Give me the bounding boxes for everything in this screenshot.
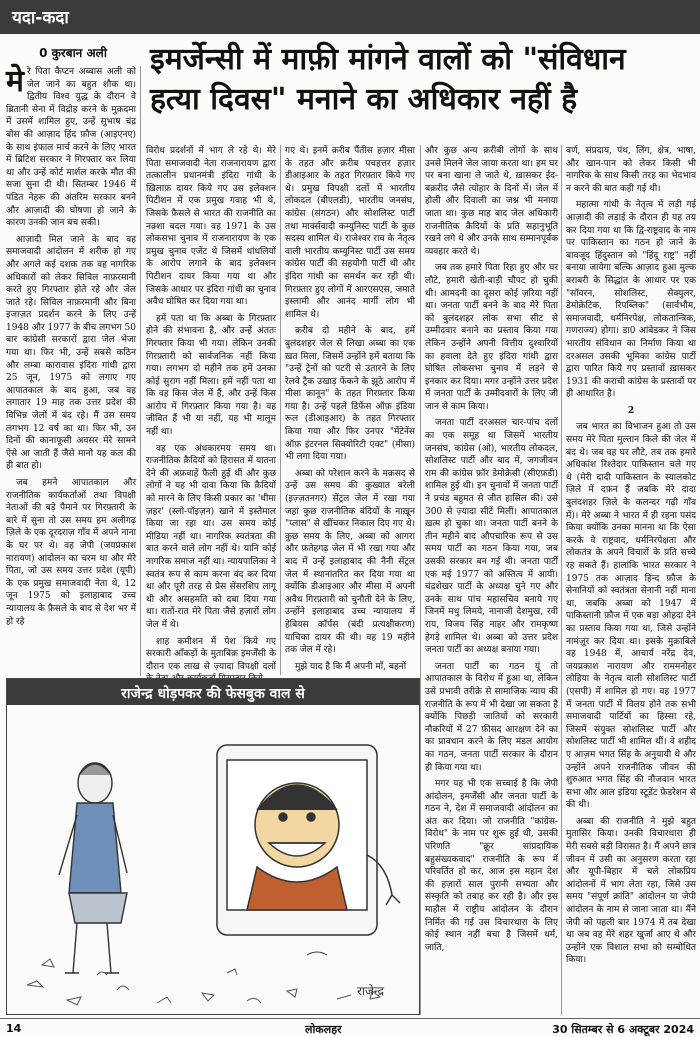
paragraph: और कुछ अन्य क़रीबी लोगों के साथ उनसे मिलने जेल जाया करता था। हम घर पर बना खाना ले जाते थे, ख़ासकर ईद-बक़रीद जैसे त्योहार के दिनों में। जेल में होली और दिवाली का जश्न भी मनाया जाता था। कुछ माह बाद जेल अधिकारी राजनीतिक क़ैदियों के प्रति सहानुभूति रखने लगे थे और उनके साथ सम्मानपूर्वक व्यवहार करते थे। (425, 146, 558, 257)
paragraph: अब्बा की राजनीति ने मुझे बहुत मुतासिर किया। उनकी विचारधारा ही मेरी सबसे बड़ी विरासत है। मैं अपने छात्र जीवन में उसी का अनुसरण करता रहा और यूपी-बिहार में चले लोकप्रिय आंदोलनों में भाग लेता रहा, जिसे उस समय "संपूर्ण क्रांति" आंदोलन या जेपी आंदोलन के नाम से जाना जाता था। मैंने जेपी को पहली बार 1974 में तब देखा था जब वह मेरे शहर खुर्जा आए थे और उन्होंने एक विशाल सभा को सम्बोधित किया। (566, 816, 696, 966)
paragraph: वर्ण, संप्रदाय, पंथ, लिंग, क्षेत्र, भाषा, और खान-पान को लेकर किसी भी नागरिक के साथ किसी तरह का भेदभाव न करने की बात कही गई थी। (566, 146, 696, 194)
paragraph: अब्बा को परेशान करने के मक़सद से उन्हें उस समय की कुख्यात बरेली (इज़्ज़तनगर) सेंट्रल जेल में रखा गया जहां कुछ राजनीतिक बंदियों के नाख़ून "प्लास" से खींचकर निकाल दिए गए थे। कुछ समय के लिए, अब्बा को आगरा और फ़तेहगढ़ जेल में भी रखा गया और बाद में उन्हें इलाहाबाद की नैनी सेंट्रल जेल में स्थानांतरित कर दिया गया था क्योंकि डीआइआर और मीसा में अपनी अवैध गिरफ़्तारी को चुनौती देने के लिए, उन्होंने इलाहाबाद उच्च न्यायालय में हेबियस कॉर्पस (बंदी प्रत्यक्षीकरण) याचिका दायर की थी। वह 19 महीने तक जेल में रहे। (285, 468, 415, 656)
headline-line-2: हत्या दिवस" मनाने का अधिकार नहीं है (150, 82, 578, 117)
paragraph: जनता पार्टी का गठन यूं तो आपातकाल के विरोध में हुआ था, लेकिन उसे प्रभावी तरीक़े से सामाजिक न्याय की राजनीति के रूप में भी देखा जा सकता है क्योंकि पिछड़ी जातियों को सरकारी नौकरियों में 27 फ़ीसद आरक्षण देने का का प्रावधान करने के लिए मंडल आयोग का गठन, जनता पार्टी सरकार के दौरान ही किया गया था। (425, 661, 558, 773)
section-masthead (0, 0, 700, 34)
paragraph: वह एक अंधकारमय समय था। राजनीतिक क़ैदियों को हिरासत में यातना देने की अफ़वाहें फैली हुई थीं और कुछ लोगों ने यह भी दावा किया कि क़ैदियों को मारने के लिए किसी प्रकार का 'धीमा ज़हर' (स्लो-पॉइज़न) खाने में इस्तेमाल किया जा रहा था। उस समय कोई मीडिया नहीं था। नागरिक स्वतंत्रता की बात करने वाले लोग नहीं थे। यानि कोई नागरिक समाज नहीं था। न्यायपालिका ने स्वतंत्र रूप से काम करना बंद कर दिया था और पूरी तरह से प्रेस सेंसरशिप लागू थी और असहमति को दबा दिया गया था। रातों-रात मेरे पिता जैसे हज़ारों लोग जेल में थे। (146, 443, 276, 630)
article-column-2 (146, 145, 276, 675)
article-column-1 (6, 66, 136, 676)
column-rule (140, 66, 141, 676)
page-number: 14 (6, 1022, 22, 1035)
paragraph: विरोध प्रदर्शनों में भाग ले रहे थे। मेरे पिता समाजवादी नेता राजनारायण द्वारा तत्कालीन प्रधानमंत्री इंदिरा गांधी के ख़िलाफ़ दायर किये गए उस इलेक्शन पिटीशन में एक प्रमुख गवाह भी थे, जिसके फ़ैसले से भारत की राजनीति का नक़्शा बदल गया। वह 1971 के उस लोकसभा चुनाव में राजनारायण के एक प्रमुख चुनाव एजेंट थे जिसमें धांधलियों के आरोप लगाने के बाद इलेक्शन पिटीशन दायर किया गया था और जिसके आधार पर इंदिरा गांधी का चुनाव अवैध घोषित कर दिया गया था। (146, 146, 276, 308)
paragraph: महात्मा गांधी के नेतृत्व में लड़ी गई आज़ादी की लड़ाई के दौरान ही यह तय कर दिया गया था कि द्वि-राष्ट्रवाद के नाम पर पाकिस्तान का गठन हो जाने के बावजूद हिंदुस्तान को "हिंदू राष्ट्र" नहीं बनाया जायेगा बल्कि आज़ाद हुआ मुल्क बराबरी के सिद्धांत के आधार पर एक "सॉवरन, सोशलिस्ट, सेक्युलर, डेमोक्रेटिक, रिपब्लिक" (सार्वभौम, समाजवादी, धर्मनिरपेक्ष, लोकतान्त्रिक, गणराज्य) होगा। डा0 आंबेडकर ने जिस भारतीय संविधान का निर्माण किया था दरअसल उसकी भूमिका कांग्रेस पार्टी द्वारा पारित किये गए प्रस्तावों ख़ासकर 1931 की कराची कांग्रेस के प्रस्तावों पर ही आधारित है। (566, 200, 696, 400)
cartoon-box (6, 678, 420, 1015)
cartoon-signature: राजेन्द्र (357, 984, 385, 998)
paragraph: जनता पार्टी दरअसल चार-पांच दलों का एक समूह था जिसमें भारतीय जनसंघ, कांग्रेस (ओ), भारतीय लोकदल, सोशलिस्ट पार्टी और बाद में, जगजीवन राम की कांग्रेस फ़ॉर डेमोक्रेसी (सीएफ़डी) शामिल हुई थी। इन चुनावों में जनता पार्टी ने प्रचंड बहुमत से जीत हासिल की। उसे 300 से ज़्यादा सीटें मिलीं। आपातकाल ख़त्म हो चुका था। जनता पार्टी बनने के तीन महीने बाद औपचारिक रूप से उस समय पार्टी का गठन किया गया, जब उसकी सरकार बन गई थी। जनता पार्टी एक मई 1977 को अस्तित्व में आयी। चंद्रशेखर पार्टी के अध्यक्ष चुने गए और उनके साथ पांच महासचिव बनाये गए जिनमें मधु लिमये, नानाजी देशमुख, रवी राय, विजय सिंह नाहर और रामकृष्ण हेगड़े शामिल थे। अब्बा को उत्तर प्रदेश जनता पार्टी का अध्यक्ष बनाया गया। (425, 418, 558, 656)
phone-screen (217, 745, 400, 935)
paragraph: जब हमने आपातकाल और राजनीतिक कार्यकर्ताओं तथा विपक्षी नेताओं की बड़े पैमाने पर गिरफ़्तारी के बारे में सुना तो उस समय हम अलीगढ़ ज़िले के एक दूरदराज़ गाँव में अपने नाना के घर पर थे। वह जेपी (जयप्रकाश नारायण) आंदोलन का चरम था और मेरे पिता, जो उस समय उत्तर प्रदेश (यूपी) के एक प्रमुख समाजवादी नेता थे, 12 जून 1975 को इलाहाबाद उच्च न्यायालय के फ़ैसले के बाद से देश भर में हो रहे (6, 478, 136, 627)
paragraph: आज़ादी मिल जाने के बाद वह समाजवादी आंदोलन में शरीक हो गए और अगले कई दशक तक वह नागरिक अधिकारों को लेकर सिविल नाफ़रमानी करते हुए गिरफ्तार होते रहे और जेल जाते रहे। सिविल नाफ़रमानी और बिना इजाज़त प्रदर्शन करने के लिए उन्हें 1948 और 1977 के बीच लगभग 50 बार कांग्रेसी सरकारों द्वारा जेल भेजा गया था। फिर भी, उन्हें सबसे कठिन और लम्बा कारावास इंदिरा गांधी द्वारा 25 जून, 1975 को लगाए गए आपातकाल के बाद हुआ, जब वह लगातार 19 माह तक उत्तर प्रदेश की विभिन्न जेलों में बंद रहे। मैं उस समय लगभग 12 वर्ष का था। फिर भी, उन दिनों की कानाफूसी अवसर मेरे सामने ऐसे आ जाती हैं जैसे मानो यह कल की ही बात हो। (6, 234, 136, 472)
column-rule (420, 145, 421, 1015)
paragraph: हमें पता था कि अब्बा के गिरफ़्तार होने की संभावना है, और उन्हें अंततः गिरफ्तार किया भी गया। लेकिन उनकी गिरफ़्तारी को सार्वजनिक नहीं किया गया। लगभग दो महीने तक हमें उनका कोई सुराग नहीं मिला। हमें नहीं पता था कि वह किस जेल में हैं, और उन्हें किस आरोप में गिरफ़्तार किया गया है। वह जीवित हैं भी या नहीं, यह भी मालूम नहीं था। (146, 313, 276, 438)
paragraph: मगर यह भी एक सच्चाई है कि जेपी आंदोलन, इमर्जेंसी और जनता पार्टी के गठन ने, देश में समाजवादी आंदोलन का अंत कर दिया। जो राजनीति "कांग्रेस-विरोध" के नाम पर शुरू हुई थी, उसकी परिणति "क्रूर सांप्रदायिक बहुसंख्यकवाद" राजनीति के रूप में परिवर्तित हो कर, आज इस महान देश की हज़ारों साल पुरानी सभ्यता और संस्कृति को तबाह कर रही है। और इस माहौल में राष्ट्रीय आंदोलन के दौरान निर्मित की गई उस विचारधारा के लिए कोई स्थान नहीं बचा है जिसमें धर्म, जाति, (425, 779, 558, 953)
section-number: 2 (627, 405, 635, 416)
page-footer (0, 1018, 700, 1037)
byline: 0 कुरबान अली (39, 46, 107, 60)
issue-dates: 30 सितम्बर से 6 अक्टूबर 2024 (552, 1023, 694, 1036)
paragraph: जब भारत का विभाजन हुआ तो उस समय मेरे पिता मुल्तान किले की जेल में बंद थे। जब वह घर लौटे, तब तक हमारे अधिकांश रिश्तेदार पाकिस्तान चले गए थे (मेरी दादी पाकिस्तान के स्यालकोट ज़िले में दफ़न हैं जबकि मेरे दादा बुलंदशहर ज़िले के कलन्दर गढ़ी गाँव में)। मेरे अब्बा ने भारत में ही रहना पसंद किया क्योंकि उनका मानना था कि ऐसा करके वे राष्ट्रवाद, धर्मनिरपेक्षता और लोकतंत्र के अपने विचारों के प्रति सच्चे रह सकते हैं। हालांकि भारत सरकार ने 1975 तक आज़ाद हिन्द फ़ौज के सेनानियों को स्वतंत्रता सेनानी नहीं माना था, जबकि अब्बा को 1947 में पाकिस्तानी फ़ौज में एक बड़ा ओहदा देने का प्रस्ताव किया गया था, जिसे उन्होंने नामंज़ूर कर दिया था। इसके मुक़ाबिले वह 1948 में, आचार्य नरेंद्र देव, जयप्रकाश नारायण और राममनोहर लोहिया के नेतृत्व वाली सोशलिस्ट पार्टी (एसपी) में शामिल हो गए। वह 1977 में जनता पार्टी में विलय होने तक सभी समाजवादी पार्टियों का हिस्सा रहे, जिसमें संयुक्त सोशलिस्ट पार्टी और सोशलिस्ट पार्टी भी शामिल थीं। वे शहीद ए आज़म भगत सिंह के अनुयायी थे और उन्होंने अपने राजनीतिक जीवन की शुरुआत भगत सिंह की नौजवान भारत सभा और आल इंडिया स्टूडेंट फ़ेडरेशन से की थी। (566, 422, 696, 811)
column-rule (561, 145, 562, 1015)
paragraph: क़रीब दो महीने के बाद, हमें बुलंदशहर जेल से लिखा अब्बा का एक ख़त मिला, जिसमें उन्होंने हमें बताया कि "उन्हें ट्रेनों को पटरी से उतारने के लिए रेलवे ट्रैक उखाड़ फेंकने के झूठे आरोप में मीसा क़ानून" के तहत गिरफ़्तार किया गया है। उन्हें पहले डिफेंस ऑफ़ इंडिया रूल (डीआइआर) के तहत गिरफ्तार किया गया और फिर उनपर "मेंटेनेंस ऑफ़ इंटरनल सिक्योरिटी एक्ट" (मीसा) भी लगा दिया गया। (285, 326, 415, 463)
publication-name: लोकलहर (305, 1023, 342, 1036)
article-column-5 (566, 145, 696, 1015)
article-column-3 (285, 145, 415, 675)
drop-cap: मे (6, 64, 24, 99)
paragraph: गए थे। इनमें क़रीब पैंतीस हज़ार मीसा के तहत और क़रीब पचहत्तर हज़ार डीआइआर के तहत गिरफ़्तार किये गए थे। प्रमुख विपक्षी दलों में भारतीय लोकदल (बीएलडी), भारतीय जनसंघ, कांग्रेस (संगठन) और सोशलिस्ट पार्टी तथा मार्क्सवादी कम्युनिस्ट पार्टी के कुछ सदस्य शामिल थे। राजेश्वर राव के नेतृत्व वाली भारतीय कम्युनिस्ट पार्टी उस समय कांग्रेस पार्टी की सहयोगी पार्टी थी और इंदिरा गांधी का समर्थन कर रही थी। गिरफ़्तार हुए लोगों में आरएसएस, जमाते इस्लामी और आनंद मार्गी लोग भी शामिल थे। (285, 146, 415, 320)
cartoon-illustration (7, 705, 419, 1014)
headline (150, 40, 700, 120)
cartoon-title: राजेन्द्र धोड़पकर की फेसबुक वाल से (121, 686, 305, 702)
article-column-4 (425, 145, 558, 1015)
cartoon-title-bar (7, 679, 419, 705)
paragraph: जब तक हमारे पिता रिहा हुए और घर लौटे, हमारी खेती-बाड़ी चौपट हो चुकी थी। आमदनी का दूसरा कोई ज़रिया नहीं था। जनता पार्टी बनने के बाद मेरे पिता को बुलंदशहर लोक सभा सीट से उम्मीदवार बनाने का प्रस्ताव किया गया लेकिन उन्होंने अपनी वित्तीय दुश्वारियों का हवाला देते हुए इंदिरा गांधी द्वारा घोषित लोकसभा चुनाव में लड़ने से इनकार कर दिया। मगर उन्होंने उत्तर प्रदेश में जनता पार्टी के उम्मीदवारों के लिए जी जान से काम किया। (425, 263, 558, 412)
headline-line-1: इमर्जेन्सी में माफ़ी मांगने वालों को "संविधान (150, 42, 626, 77)
column-rule (280, 145, 281, 675)
paragraph: शाह कमीशन में पेश किये गए सरकारी आँकड़ों के मुताबिक़ इमर्जेंसी के दौरान एक लाख से ज़्यादा विपक्षी दलों (146, 636, 276, 672)
paragraph: मुझे याद है कि मैं अपनी माँ, बहनों (295, 661, 407, 672)
section-label: यदा-कदा (12, 8, 69, 28)
paragraph: रे पिता कैप्टन अब्बास अली को जेल जाने का बहुत शौक था। द्वितीय विश्व युद्ध के दौरान वे ब्रितानी सेना में विद्रोह करने के मुक़दमा में उसमें शामिल हुए, उन्हें सुभाष चंद्र बोस की आज़ाद हिंद फ़ौज (आइएनए) के साथ इंफाल मार्च करने के लिए भारत में ब्रिटिश सरकार ने गिरफ्तार कर लिया था और उन्हें कोर्ट मार्शल करके मौत की सजा सुना दी थी। सितम्बर 1946 में पंडित नेहरू की अंतरिम सरकार बनने और आज़ादी की घोषणा हो जाने के कारण उनकी जान बच सकी। (6, 67, 136, 229)
